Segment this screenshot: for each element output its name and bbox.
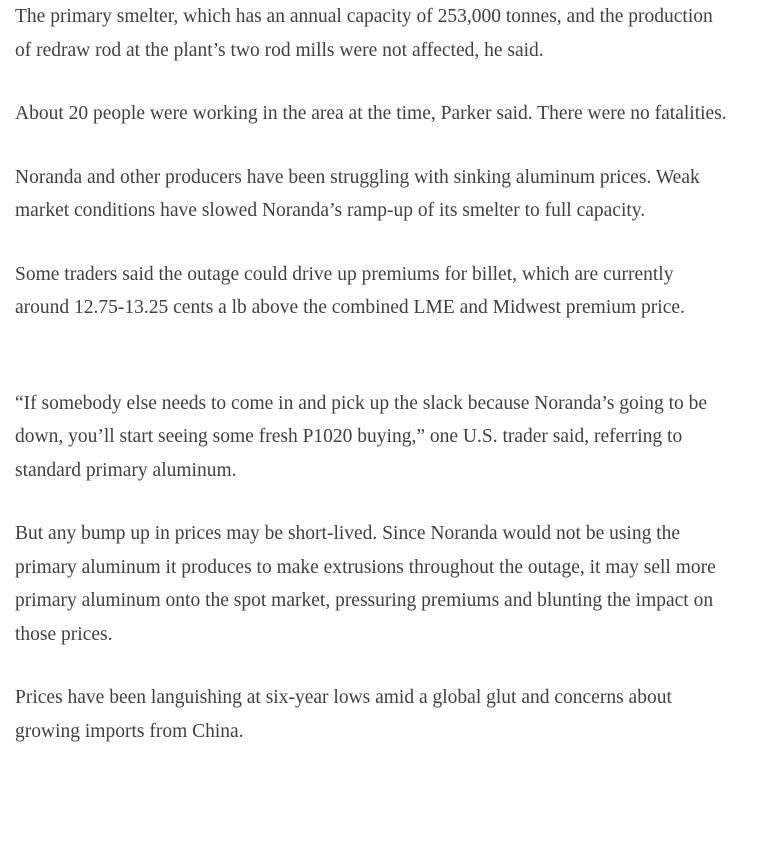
article-paragraph-six-year-lows: Prices have been languishing at six-year lows amid a global glut and concerns about growing imports from China. [15, 687, 672, 742]
article-paragraph-smelter-capacity: The primary smelter, which has an annual capacity of 253,000 tonnes, and the production of redraw rod at the plant’s two rod mills were not affected, he said. [15, 6, 713, 61]
article-paragraph-short-lived-bump: But any bump up in prices may be short-lived. Since Noranda would not be using the primary aluminum it produces to make extrusions throughout the outage, it may sell more primary aluminum onto the spot market, pressuring premiums and blunting the impact on those prices. [15, 523, 716, 645]
article-paragraph-people-working: About 20 people were working in the area at the time, Parker said. There were no fatalities. [15, 103, 727, 124]
article-paragraph-billet-premiums: Some traders said the outage could drive up premiums for billet, which are currently around 12.75-13.25 cents a lb above the combined LME and Midwest premium price. [15, 263, 685, 318]
article-paragraph-sinking-prices: Noranda and other producers have been struggling with sinking aluminum prices. Weak market conditions have slowed Noranda’s ramp-up of its smelter to full capacity. [15, 166, 700, 221]
article-paragraph-trader-quote: “If somebody else needs to come in and pick up the slack because Noranda’s going to be down, you’ll start seeing some fresh P1020 buying,” one U.S. trader said, referring to standard primary aluminum. [15, 392, 708, 481]
